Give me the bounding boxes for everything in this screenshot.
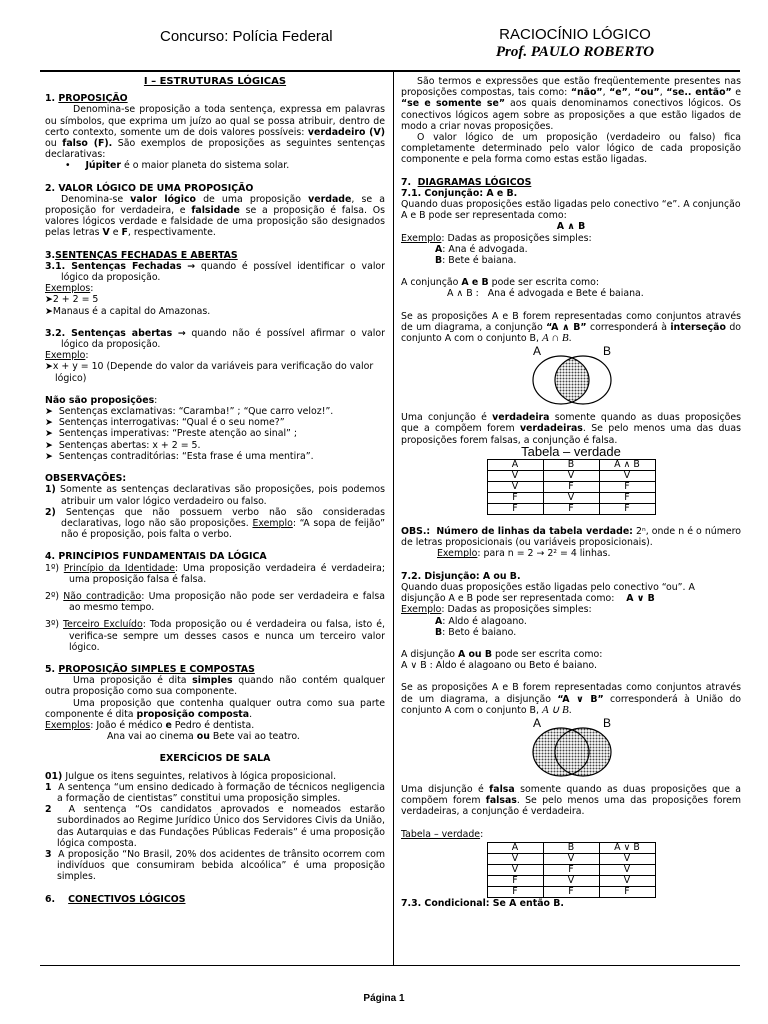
table-row	[487, 886, 655, 897]
proposition-b: B: Bete é baiana.	[435, 255, 517, 267]
exercise-01: 01) Julgue os itens seguintes, relativos à lógica proposicional.	[45, 770, 337, 782]
examples-line-2: Ana vai ao cinema ou Bete vai ao teatro.	[107, 731, 300, 743]
principle-2: 2º) Não contradição: Uma proposição não pode ser verdadeira e falsa ao mesmo tempo.	[45, 590, 386, 614]
example-label: Exemplo: Dadas as proposições simples:	[401, 232, 592, 244]
table-cell: F	[487, 875, 543, 886]
paragraph-valor-composto: O valor lógico de um proposição (verdadeiro ou falso) fica completamente determinado pelo valor lógico de cada proposição componente e pela forma como estas estão ligadas.	[401, 132, 741, 166]
list-item: ➤ Sentenças exclamativas: “Caramba!” ; “Que carro veloz!”.	[45, 406, 334, 418]
exercise-item: 2 A sentença “Os candidatos aprovados e nomeados estarão subordinados ao Regime Jurídico Único dos Servidores Civis da União, das Autarquias e das Fundações Públicas Federais” é uma proposição lógica composta.	[45, 804, 385, 849]
heading-conjuncao: 7.1. Conjunção: A e B.	[401, 187, 518, 199]
table-cell: V	[599, 471, 655, 482]
list-item: ➤ Sentenças imperativas: “Preste atenção ao sinal” ;	[45, 428, 298, 440]
table-cell: V	[599, 864, 655, 875]
paragraph-sentencas-fechadas: 3.1. Sentenças Fechadas → quando é possível identificar o valor lógico da proposição.	[45, 260, 386, 284]
heading-condicional: 7.3. Condicional: Se A então B.	[401, 897, 564, 909]
header-course: Concurso: Polícia Federal	[160, 28, 333, 45]
table-cell: V	[543, 471, 599, 482]
page-number: Página 1	[363, 993, 405, 1004]
paragraph-conjuncao-escrita: A conjunção A e B pode ser escrita como:	[401, 277, 600, 289]
arrow-bullet-icon: ➤	[45, 417, 59, 429]
obs-example: Exemplo: para n = 2 → 2² = 4 linhas.	[437, 548, 611, 560]
table-row	[487, 482, 655, 493]
table-cell: F	[599, 886, 655, 897]
proposition-a: A: Ana é advogada.	[435, 243, 528, 255]
heading-diagramas: 7. DIAGRAMAS LÓGICOS	[401, 176, 532, 188]
truth-table-title: Tabela – verdade	[521, 443, 621, 459]
example-label: Exemplo:	[45, 350, 89, 362]
observation-1: 1) Somente as sentenças declarativas são proposições, pois podemos atribuir um valor lógico verdadeiro ou falso.	[45, 484, 385, 507]
arrow-bullet-icon: ➤	[45, 450, 59, 462]
left-column	[45, 76, 385, 905]
list-item: ➤2 + 2 = 5	[45, 294, 99, 306]
disjunction-example: A ∨ B : Aldo é alagoano ou Beto é baiano.	[401, 660, 597, 672]
table-header-cell: A	[487, 460, 543, 471]
table-cell: V	[543, 853, 599, 864]
table-header-cell: B	[543, 842, 599, 853]
table-cell: V	[599, 853, 655, 864]
truth-table-disjunction	[487, 842, 656, 898]
venn-label-a: A	[533, 715, 542, 730]
table-cell: V	[487, 853, 543, 864]
paragraph-proposicao: Denomina-se proposição a toda sentença, expressa em palavras ou símbolos, que exprima um juízo ao qual se possa atribuir, dentro de certo contexto, somente um de dois valores possíveis: verdadeiro (V) ou falso (F). São exemplos de proposições as seguintes sentenças declarativas:	[45, 104, 385, 161]
paragraph-conjuncao-verdadeira: Uma conjunção é verdadeira somente quando as duas proposições que a compõem forem verdadeiras. Se pelo menos uma das duas proposições forem falsas, a conjunção é falsa.	[401, 412, 742, 446]
nao-proposicoes-list	[45, 406, 385, 462]
list-item: ➤x + y = 10 (Depende do valor da variáveis para verificação do valor lógico)	[45, 361, 374, 384]
list-item: • Júpiter é o maior planeta do sistema solar.	[65, 160, 290, 172]
table-cell: F	[543, 504, 599, 515]
venn-label-b: B	[603, 715, 612, 730]
table-cell: V	[543, 875, 599, 886]
table-cell: V	[599, 875, 655, 886]
table-row	[487, 875, 655, 886]
table-row	[487, 471, 655, 482]
table-cell: F	[543, 482, 599, 493]
paragraph-simples: Uma proposição é dita simples quando não contém qualquer outra proposição como sua componente.	[45, 675, 386, 698]
example-label: Exemplo: Dadas as proposições simples:	[401, 604, 592, 616]
exercise-item: 3 A proposição “No Brasil, 20% dos acidentes de trânsito ocorrem com indivíduos que consumiram bebida alcoólica” é uma proposição simples.	[45, 848, 385, 883]
paragraph-composta: Uma proposição que contenha qualquer outra como sua parte componente é dita proposição composta.	[45, 697, 385, 720]
truth-table-2-title: Tabela – verdade:	[401, 828, 484, 840]
paragraph-conjuncao: Quando duas proposições estão ligadas pelo conectivo “e”. A conjunção A e B pode ser representada como:	[401, 199, 741, 222]
examples-label: Exemplos:	[45, 283, 94, 295]
paragraph-valor-logico: Denomina-se valor lógico de uma proposição verdade, se a proposição for verdadeira, e falsidade se a proposição é falsa. Os valores lógicos verdade e falsidade de uma proposição são designados pelas letras V e F, respectivamente.	[45, 193, 386, 239]
list-item: ➤Manaus é a capital do Amazonas.	[45, 305, 211, 317]
table-row	[487, 853, 655, 864]
heading-valor-logico: 2. VALOR LÓGICO DE UMA PROPOSIÇÃO	[45, 182, 254, 194]
table-header-row	[487, 842, 655, 853]
table-header-cell: A ∧ B	[599, 460, 655, 471]
paragraph-sentencas-abertas: 3.2. Sentenças abertas → quando não é possível afirmar o valor lógico da proposição.	[45, 327, 385, 351]
paragraph-conectivos-intro: São termos e expressões que estão freqüentemente presentes nas proposições compostas, tais como: “não”, “e”, “ou”, “se.. então” e “se e somente se” aos quais denominamos conectivos lógicos. Os conectivos lógicos agem sobre as proposições a que estão ligados de modo a criar novas proposições.	[401, 76, 741, 132]
heading-observacoes: OBSERVAÇÕES:	[45, 473, 127, 485]
column-divider	[393, 72, 394, 966]
proposition-a: A: Aldo é alagoano.	[435, 615, 527, 627]
paragraph-obs-linhas: OBS.: Número de linhas da tabela verdade: 2ⁿ, onde n é o número de letras proposicionais (ou variáveis proposicionais).	[401, 526, 742, 549]
bottom-rule	[40, 965, 740, 966]
venn-union-diagram	[511, 716, 631, 778]
table-cell: F	[599, 482, 655, 493]
right-column	[401, 76, 741, 909]
table-cell: F	[543, 886, 599, 897]
heading-disjuncao: 7.2. Disjunção: A ou B.	[401, 570, 521, 582]
paragraph-disjuncao-falsa: Uma disjunção é falsa somente quando as duas proposições que a compõem forem falsas. Se pelo menos uma das proposições forem verdadeiras, a conjunção é verdadeira.	[401, 783, 742, 818]
paragraph-uniao: Se as proposições A e B forem representadas como conjuntos através de um diagrama, a disjunção “A ∨ B” corresponderá à União do conjunto A com o conjunto B, A ∪ B.	[401, 682, 742, 716]
exercise-items	[45, 782, 385, 883]
table-cell: F	[487, 886, 543, 897]
table-header-row	[487, 460, 655, 471]
venn-label-b: B	[603, 344, 612, 359]
table-cell: V	[487, 864, 543, 875]
list-item: ➤ Sentenças interrogativas: “Qual é o seu nome?”	[45, 417, 285, 429]
venn-intersection-diagram	[511, 344, 631, 406]
table-header-cell: A ∨ B	[599, 842, 655, 853]
table-cell: V	[543, 493, 599, 504]
paragraph-disjuncao: Quando duas proposições estão ligadas pelo conectivo “ou”. A disjunção A e B pode ser representada como: A ∨ B	[401, 581, 695, 605]
paragraph-intersecao: Se as proposições A e B forem representadas como conjuntos através de um diagrama, a conjunção “A ∧ B” corresponderá à interseção do conjunto A com o conjunto B, A ∩ B.	[401, 310, 742, 345]
table-cell: V	[487, 482, 543, 493]
heading-proposicao: 1. PROPOSIÇÃO	[45, 93, 128, 105]
conjunction-symbol: A ∧ B	[556, 221, 586, 233]
paragraph-disjuncao-escrita: A disjunção A ou B pode ser escrita como:	[401, 648, 603, 660]
examples-line-1: Exemplos: João é médico e Pedro é dentista.	[45, 719, 255, 731]
list-item: ➤ Sentenças abertas: x + 2 = 5.	[45, 439, 201, 451]
principle-1: 1º) Princípio da Identidade: Uma proposição verdadeira é verdadeira; uma proposição falsa é falsa.	[45, 562, 385, 585]
heading-nao-proposicoes: Não são proposições:	[45, 394, 158, 406]
truth-table-conjunction	[487, 459, 656, 515]
observation-2: 2) Sentenças que não possuem verbo não são consideradas declarativas, logo não são proposições. Exemplo: “A sopa de feijão” não é proposição, pois falta o verbo.	[45, 506, 385, 541]
table-cell: F	[599, 493, 655, 504]
table-cell: F	[599, 504, 655, 515]
heading-exercicios: EXERCÍCIOS DE SALA	[159, 753, 271, 765]
exercise-item: 1 A sentença “um ensino dedicado à formação de técnicos negligencia a formação de cientistas” constitui uma proposição simples.	[45, 781, 386, 804]
table-cell: F	[487, 493, 543, 504]
venn-label-a: A	[533, 344, 542, 359]
heading-proposicao-simples: 5. PROPOSIÇÃO SIMPLES E COMPOSTAS	[45, 663, 255, 675]
table-row	[487, 864, 655, 875]
conjunction-example: A ∧ B : Ana é advogada e Bete é baiana.	[447, 288, 644, 300]
arrow-bullet-icon: ➤	[45, 406, 59, 418]
top-rule	[40, 70, 740, 72]
list-item: ➤ Sentenças contraditórias: “Esta frase é uma mentira”.	[45, 450, 314, 462]
header-professor: Prof. PAULO ROBERTO	[495, 44, 655, 60]
heading-principios: 4. PRINCÍPIOS FUNDAMENTAIS DA LÓGICA	[45, 551, 267, 563]
table-cell: F	[487, 504, 543, 515]
proposition-b: B: Beto é baiano.	[435, 626, 517, 638]
table-cell: V	[487, 471, 543, 482]
table-row	[487, 504, 655, 515]
table-header-cell: A	[487, 842, 543, 853]
arrow-bullet-icon: ➤	[45, 439, 59, 451]
table-row	[487, 493, 655, 504]
header-subject: RACIOCÍNIO LÓGICO	[499, 26, 651, 43]
section-title: I – ESTRUTURAS LÓGICAS	[143, 76, 287, 87]
heading-sentencas: 3.SENTENÇAS FECHADAS E ABERTAS	[45, 249, 238, 261]
table-header-cell: B	[543, 460, 599, 471]
arrow-bullet-icon: ➤	[45, 428, 59, 440]
principle-3: 3º) Terceiro Excluído: Toda proposição ou é verdadeira ou falsa, isto é, verifica-se sempre um desses casos e nunca um terceiro valor lógico.	[45, 619, 385, 653]
heading-conectivos: 6. CONECTIVOS LÓGICOS	[45, 893, 186, 905]
table-cell: F	[543, 864, 599, 875]
